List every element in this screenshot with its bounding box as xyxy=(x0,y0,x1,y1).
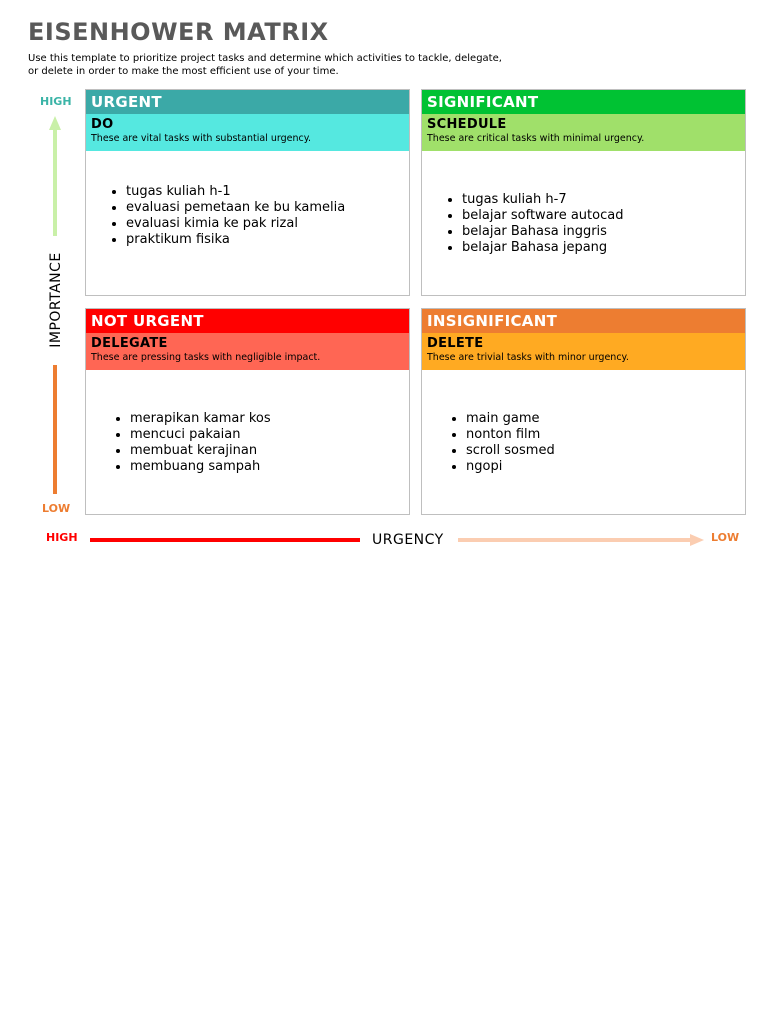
task-list-delegate xyxy=(110,411,271,475)
task-list-do xyxy=(106,184,345,248)
task-item: • membuang sampah xyxy=(130,459,271,475)
task-item: • tugas kuliah h-1 xyxy=(126,184,345,200)
quadrant-delete xyxy=(421,308,746,515)
urgency-arrow-head-icon xyxy=(690,534,704,546)
quadrant-description-do: These are vital tasks with substantial urgency. xyxy=(91,133,312,144)
task-list-delete xyxy=(446,411,555,475)
quadrant-description-delete: These are trivial tasks with minor urgency. xyxy=(427,352,629,363)
quadrant-header-insignificant: INSIGNIFICANT xyxy=(422,309,745,333)
quadrant-subheader-delegate xyxy=(86,333,409,370)
quadrant-action-schedule: SCHEDULE xyxy=(427,117,507,132)
task-item: • belajar software autocad xyxy=(462,208,623,224)
task-item: • mencuci pakaian xyxy=(130,427,271,443)
document-title: EISENHOWER MATRIX xyxy=(28,18,329,46)
task-item: • belajar Bahasa jepang xyxy=(462,240,623,256)
urgency-high-label: HIGH xyxy=(46,531,78,544)
importance-high-label: HIGH xyxy=(40,95,72,108)
quadrant-schedule xyxy=(421,89,746,296)
task-list-schedule xyxy=(442,192,623,256)
task-item: • merapikan kamar kos xyxy=(130,411,271,427)
task-item: • membuat kerajinan xyxy=(130,443,271,459)
quadrant-action-delegate: DELEGATE xyxy=(91,336,168,351)
quadrant-action-delete: DELETE xyxy=(427,336,484,351)
task-item: • ngopi xyxy=(466,459,555,475)
quadrant-subheader-schedule xyxy=(422,114,745,151)
quadrant-description-delegate: These are pressing tasks with negligible impact. xyxy=(91,352,321,363)
quadrant-header-significant: SIGNIFICANT xyxy=(422,90,745,114)
quadrant-delegate xyxy=(85,308,410,515)
task-item: • belajar Bahasa inggris xyxy=(462,224,623,240)
quadrant-action-do: DO xyxy=(91,117,114,132)
task-item: • tugas kuliah h-7 xyxy=(462,192,623,208)
task-item: • nonton film xyxy=(466,427,555,443)
intro-text: Use this template to prioritize project tasks and determine which activities to tackle, delegate, or delete in order to make the most efficient use of your time. xyxy=(28,53,502,77)
quadrant-header-not-urgent: NOT URGENT xyxy=(86,309,409,333)
importance-axis-label: IMPORTANCE xyxy=(48,252,64,348)
quadrant-description-schedule: These are critical tasks with minimal urgency. xyxy=(427,133,645,144)
task-item: • evaluasi pemetaan ke bu kamelia xyxy=(126,200,345,216)
task-item: • evaluasi kimia ke pak rizal xyxy=(126,216,345,232)
importance-low-label: LOW xyxy=(42,502,71,515)
task-item: • main game xyxy=(466,411,555,427)
urgency-low-label: LOW xyxy=(711,531,740,544)
quadrant-subheader-do xyxy=(86,114,409,151)
task-item: • scroll sosmed xyxy=(466,443,555,459)
quadrant-header-urgent: URGENT xyxy=(86,90,409,114)
quadrant-subheader-delete xyxy=(422,333,745,370)
urgency-axis-label: URGENCY xyxy=(372,532,444,548)
importance-arrow-head-icon xyxy=(49,116,61,130)
task-item: • praktikum fisika xyxy=(126,232,345,248)
quadrant-do xyxy=(85,89,410,296)
